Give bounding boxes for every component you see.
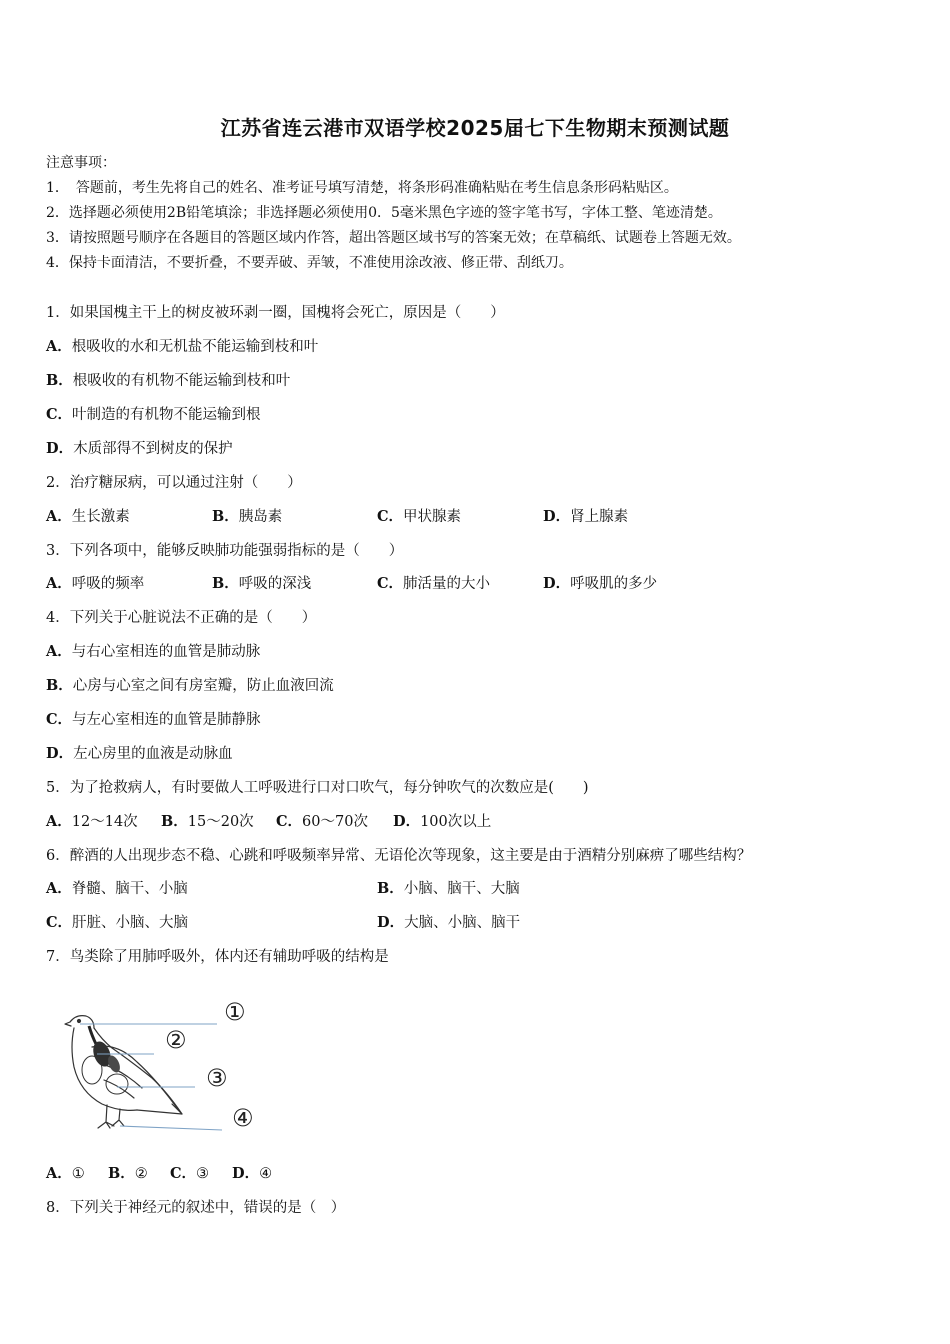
- option-letter: C．: [276, 813, 303, 830]
- option-letter: A．: [46, 508, 72, 525]
- question-5-stem: 5．为了抢救病人，有时要做人工呼吸进行口对口吹气，每分钟吹气的次数应是( ): [46, 780, 589, 796]
- option-text: 12～14次: [71, 814, 138, 830]
- option-text: 100次以上: [420, 814, 492, 830]
- option-letter: D．: [543, 575, 571, 592]
- option-letter: B．: [46, 677, 73, 694]
- q2-option-c: [377, 505, 461, 526]
- option-text: 左心房里的血液是动脉血: [73, 746, 233, 762]
- question-1-stem: 1．如果国槐主干上的树皮被环剥一圈，国槐将会死亡，原因是（ ）: [46, 305, 505, 321]
- option-letter: C．: [170, 1165, 197, 1182]
- option-text: 生长激素: [71, 509, 130, 525]
- q2-option-b: [212, 505, 282, 526]
- q3-option-a: [46, 572, 144, 593]
- q2-option-a: [46, 505, 130, 526]
- q4-option-b: [46, 674, 334, 695]
- notice-heading: 注意事项：: [46, 155, 116, 171]
- option-text: ④: [259, 1166, 273, 1182]
- option-text: 根吸收的有机物不能运输到枝和叶: [72, 373, 291, 389]
- q7-option-c: [170, 1162, 209, 1183]
- option-text: 与左心室相连的血管是肺静脉: [72, 712, 261, 728]
- q5-option-b: [161, 810, 254, 831]
- option-letter: D．: [232, 1165, 260, 1182]
- q1-option-a: [46, 335, 318, 356]
- notice-item: 3．请按照题号顺序在各题目的答题区域内作答，超出答题区域书写的答案无效；在草稿纸、试题卷上答题无效。: [46, 230, 741, 246]
- q3-option-d: [543, 572, 657, 593]
- option-letter: B．: [377, 880, 404, 897]
- q6-option-b: [377, 877, 520, 898]
- option-text: 根吸收的水和无机盐不能运输到枝和叶: [71, 339, 319, 355]
- q6-option-a: [46, 877, 188, 898]
- option-text: ②: [134, 1166, 148, 1182]
- option-text: 小脑、脑干、大脑: [403, 881, 520, 897]
- option-letter: A．: [46, 643, 72, 660]
- q7-option-d: [232, 1162, 272, 1183]
- option-text: 木质部得不到树皮的保护: [73, 441, 233, 457]
- option-letter: A．: [46, 880, 72, 897]
- notice-item: 2．选择题必须使用2B铅笔填涂；非选择题必须使用0．5毫米黑色字迹的签字笔书写，字体工整、笔迹清楚。: [46, 205, 722, 221]
- q1-option-b: [46, 369, 290, 390]
- option-letter: A．: [46, 575, 72, 592]
- option-letter: D．: [377, 914, 405, 931]
- figure-label-3: ③: [206, 1064, 228, 1092]
- option-text: ③: [196, 1166, 210, 1182]
- q5-option-d: [393, 810, 491, 831]
- option-letter: C．: [46, 914, 73, 931]
- option-letter: B．: [108, 1165, 135, 1182]
- option-text: 呼吸的深浅: [238, 576, 312, 592]
- option-letter: B．: [212, 575, 239, 592]
- question-2-stem: 2．治疗糖尿病，可以通过注射（ ）: [46, 475, 302, 491]
- option-text: ①: [71, 1166, 85, 1182]
- option-text: 60～70次: [302, 814, 368, 830]
- q4-option-d: [46, 742, 233, 763]
- option-letter: C．: [377, 508, 404, 525]
- option-letter: C．: [46, 711, 73, 728]
- q5-option-a: [46, 810, 138, 831]
- figure-label-1: ①: [224, 998, 246, 1026]
- option-text: 呼吸肌的多少: [570, 576, 658, 592]
- question-7-stem: 7．鸟类除了用肺呼吸外，体内还有辅助呼吸的结构是: [46, 949, 389, 965]
- question-6-stem: 6．醉酒的人出现步态不稳、心跳和呼吸频率异常、无语伦次等现象，这主要是由于酒精分别麻痹了哪些结构？: [46, 848, 752, 864]
- q6-option-c: [46, 911, 188, 932]
- option-text: 肺活量的大小: [403, 576, 491, 592]
- option-text: 大脑、小脑、脑干: [404, 915, 521, 931]
- option-letter: B．: [212, 508, 239, 525]
- page-title: 江苏省连云港市双语学校2025届七下生物期末预测试题: [220, 116, 730, 140]
- q4-option-a: [46, 640, 260, 661]
- question-3-stem: 3．下列各项中，能够反映肺功能强弱指标的是（ ）: [46, 543, 404, 559]
- q7-option-b: [108, 1162, 148, 1183]
- q3-option-b: [212, 572, 311, 593]
- q1-option-c: [46, 403, 261, 424]
- q3-option-c: [377, 572, 490, 593]
- q7-option-a: [46, 1162, 85, 1183]
- option-text: 脊髓、脑干、小脑: [71, 881, 188, 897]
- notice-item: 1． 答题前，考生先将自己的姓名、准考证号填写清楚，将条形码准确粘贴在考生信息条形码粘贴区。: [46, 180, 678, 196]
- option-text: 心房与心室之间有房室瓣，防止血液回流: [72, 678, 334, 694]
- bird-respiratory-figure: [62, 992, 262, 1137]
- option-letter: C．: [377, 575, 404, 592]
- option-letter: B．: [46, 372, 73, 389]
- option-text: 肾上腺素: [570, 509, 629, 525]
- option-text: 肝脏、小脑、大脑: [72, 915, 189, 931]
- option-text: 叶制造的有机物不能运输到根: [72, 407, 261, 423]
- option-letter: D．: [543, 508, 571, 525]
- option-letter: D．: [46, 440, 74, 457]
- option-letter: D．: [46, 745, 74, 762]
- option-text: 胰岛素: [238, 509, 283, 525]
- q1-option-d: [46, 437, 233, 458]
- option-text: 甲状腺素: [403, 509, 462, 525]
- figure-label-4: ④: [232, 1104, 254, 1132]
- option-text: 与右心室相连的血管是肺动脉: [71, 644, 261, 660]
- option-letter: A．: [46, 813, 72, 830]
- q4-option-c: [46, 708, 261, 729]
- notice-item: 4．保持卡面清洁，不要折叠，不要弄破、弄皱，不准使用涂改液、修正带、刮纸刀。: [46, 255, 573, 271]
- q5-option-c: [276, 810, 368, 831]
- option-letter: A．: [46, 338, 72, 355]
- option-letter: C．: [46, 406, 73, 423]
- question-8-stem: 8．下列关于神经元的叙述中，错误的是（ ）: [46, 1200, 346, 1216]
- option-text: 15～20次: [187, 814, 254, 830]
- q6-option-d: [377, 911, 520, 932]
- option-letter: A．: [46, 1165, 72, 1182]
- option-text: 呼吸的频率: [71, 576, 145, 592]
- option-letter: B．: [161, 813, 188, 830]
- question-4-stem: 4．下列关于心脏说法不正确的是（ ）: [46, 610, 317, 626]
- q2-option-d: [543, 505, 628, 526]
- option-letter: D．: [393, 813, 421, 830]
- figure-label-2: ②: [165, 1026, 187, 1054]
